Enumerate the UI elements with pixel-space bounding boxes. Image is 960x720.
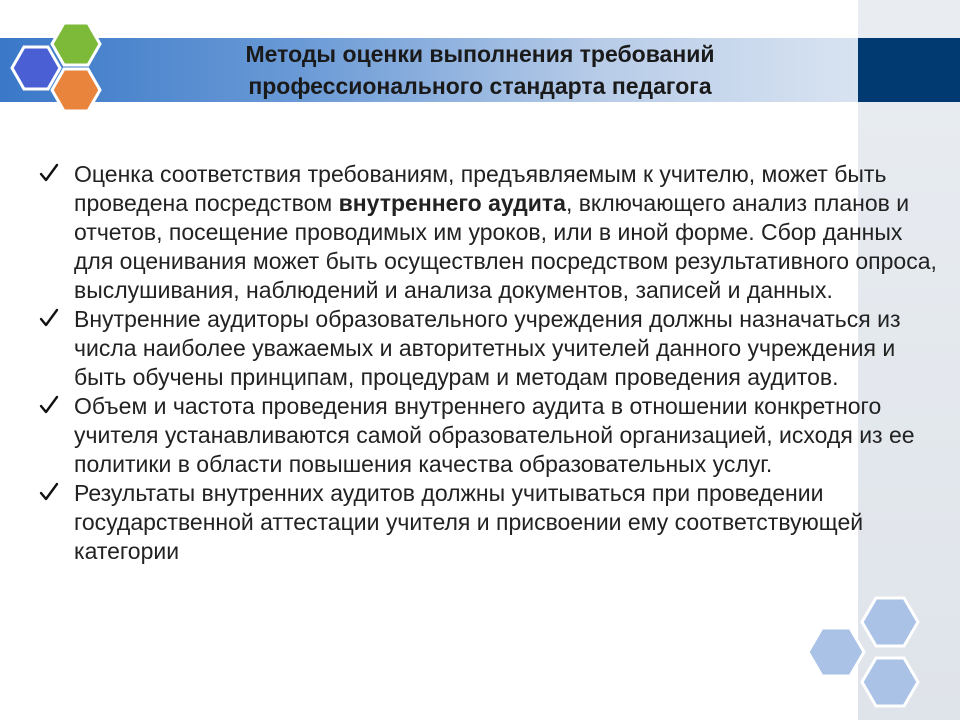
page-title — [120, 38, 840, 102]
bullet-text: Оценка соответствия требованиям, предъявляемым к учителю, может быть проведена посредством — [74, 161, 887, 216]
hexagon-blue-icon — [12, 47, 60, 89]
hexagon-light-icon — [808, 628, 864, 676]
bullet-text-continued: , включающего анализ планов и отчетов, посещение проводимых им уроков, или в иной форме. Сбор данных для оценивания может быть осуществлен посредством результативного опроса, выслушивания, наблюдений и анализа документов, записей и данных. — [74, 190, 937, 303]
title-line-2: профессионального стандарта педагога — [248, 73, 712, 99]
check-icon — [38, 394, 60, 416]
list-item — [38, 479, 948, 566]
header-band-accent — [858, 38, 960, 102]
check-icon — [38, 307, 60, 329]
hexagon-light-icon — [862, 658, 918, 706]
hexagon-green-icon — [52, 23, 100, 65]
hexagon-orange-icon — [52, 69, 100, 111]
bullet-list — [38, 160, 948, 566]
list-item — [38, 305, 948, 392]
hexagon-light-icon — [862, 598, 918, 646]
bullet-text: Результаты внутренних аудитов должны учитываться при проведении государственной аттестации учителя и присвоении ему соответствующей категории — [74, 480, 864, 564]
hexagon-cluster-icon — [0, 0, 120, 120]
bullet-bold-text: внутреннего аудита — [338, 190, 566, 216]
check-icon — [38, 162, 60, 184]
bullet-text: Объем и частота проведения внутреннего аудита в отношении конкретного учителя устанавливаются самой образовательной организацией, исходя из ее политики в области повышения качества образовательных услуг. — [74, 393, 915, 477]
bullet-text: Внутренние аудиторы образовательного учреждения должны назначаться из числа наиболее уважаемых и авторитетных учителей данного учреждения и быть обучены принципам, процедурам и методам проведения аудитов. — [74, 306, 901, 390]
title-line-1: Методы оценки выполнения требований — [245, 41, 715, 67]
check-icon — [38, 481, 60, 503]
list-item — [38, 160, 948, 305]
list-item — [38, 392, 948, 479]
bottom-hexagon-decoration-icon — [800, 585, 960, 720]
